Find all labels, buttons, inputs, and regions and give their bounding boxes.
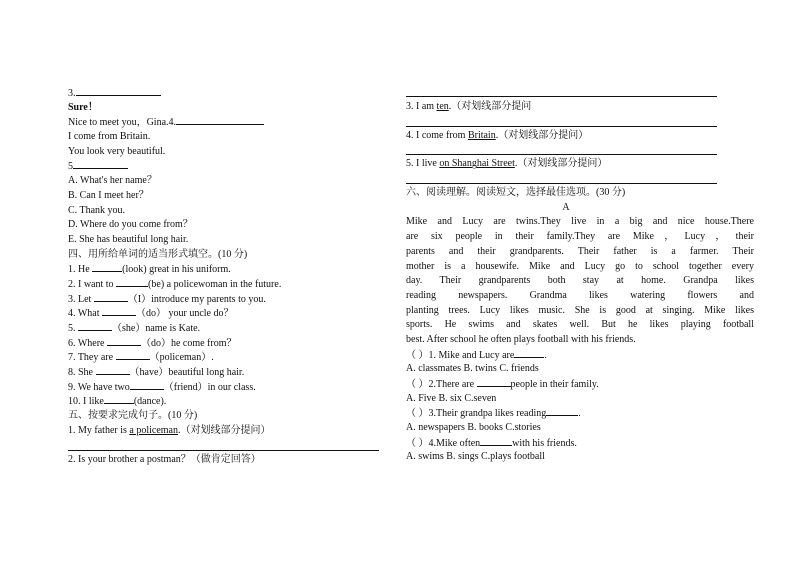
answer-line[interactable]	[68, 439, 379, 451]
fill-item: 4. What （do） your uncle do？	[68, 308, 234, 320]
dialogue-line: Sure！	[68, 101, 98, 113]
answer-blank[interactable]	[176, 115, 264, 125]
answer-blank[interactable]	[78, 321, 112, 331]
answer-blank[interactable]	[107, 336, 141, 346]
answer-blank[interactable]	[104, 394, 134, 404]
section-title: 六、阅读理解。阅读短文，选择最佳选项。(30 分)	[406, 187, 626, 199]
reading-question: （ ）1. Mike and Lucy are .	[406, 349, 547, 361]
passage-label: A	[562, 201, 570, 213]
answer-blank[interactable]	[94, 292, 128, 302]
fill-item: 7. They are （policeman）.	[68, 352, 214, 364]
reading-question: （ ）3.Their grandpa likes reading .	[406, 408, 581, 420]
option-line: A. Five B. six C.seven	[406, 392, 497, 404]
fill-item: 3. Let （I）introduce my parents to you.	[68, 293, 266, 305]
dialogue-blank-3: 3.	[68, 86, 380, 101]
answer-blank[interactable]	[116, 350, 150, 360]
dialogue-line: You look very beautiful.	[68, 145, 166, 157]
option-line: A. What's her name？	[68, 175, 157, 187]
passage-line: planting trees. Lucy likes music. She is good at singing. Mike likes	[406, 304, 754, 316]
option-line: D. Where do you come from？	[68, 219, 193, 231]
reading-question: （ ）4.Mike often with his friends.	[406, 437, 577, 449]
underlined-phrase: ten	[436, 101, 449, 112]
underlined-phrase: a policeman	[129, 424, 178, 436]
answer-blank[interactable]	[130, 380, 164, 390]
answer-blank[interactable]	[96, 365, 130, 375]
answer-blank[interactable]	[116, 277, 148, 287]
answer-line[interactable]	[406, 143, 717, 155]
rewrite-item: 5. I live on Shanghai Street.（对划线部分提问）	[406, 158, 608, 170]
fill-item: 8. She （have）beautiful long hair.	[68, 367, 245, 379]
option-line: A. classmates B. twins C. friends	[406, 363, 539, 375]
passage-line: are six people in their family.They are Mike，Lucy，their	[406, 231, 754, 243]
left-column	[68, 86, 380, 467]
fill-item: 6. Where （do）he come from？	[68, 337, 237, 349]
passage-line: mother is a housewife. Mike and Lucy go to school together every	[406, 260, 754, 272]
answer-line[interactable]	[406, 96, 717, 97]
answer-blank[interactable]	[102, 306, 136, 316]
answer-blank[interactable]	[73, 159, 128, 169]
fill-item: 9. We have two （friend）in our class.	[68, 381, 256, 393]
underlined-phrase: Britain	[467, 129, 496, 141]
passage-line: best. After school he often plays football with his friends.	[406, 333, 636, 345]
fill-item: 2. I want to (be) a policewoman in the future.	[68, 278, 282, 290]
option-line: B. Can I meet her？	[68, 189, 149, 201]
rewrite-item: 3. I am ten.（对划线部分提问	[406, 101, 532, 112]
section-title: 四、用所给单词的适当形式填空。(10 分)	[68, 248, 248, 260]
answer-line[interactable]	[406, 115, 717, 127]
option-line: C. Thank you.	[68, 204, 126, 216]
passage-line: parents and their grandparents. Their father is a farmer. Their	[406, 245, 754, 257]
underlined-phrase: on Shanghai Street	[439, 158, 515, 170]
answer-blank[interactable]	[480, 436, 512, 446]
passage-line: Mike and Lucy are twins.They live in a big and nice house.There	[406, 216, 754, 228]
reading-question: （ ）2.There are people in their family.	[406, 379, 599, 390]
dialogue-line: Nice to meet you，Gina.4.	[68, 115, 380, 130]
section-title: 五、按要求完成句子。(10 分)	[68, 410, 198, 422]
right-column	[406, 100, 754, 465]
fill-item: 10. I like (dance).	[68, 396, 167, 408]
option-line: A. swims B. sings C.plays football	[406, 451, 545, 463]
rewrite-item: 4. I come from Britain.（对划线部分提问）	[406, 129, 589, 141]
rewrite-item: 1. My father is a policeman.（对划线部分提问）	[68, 424, 271, 436]
answer-blank[interactable]	[92, 262, 122, 272]
option-line: A. newspapers B. books C.stories	[406, 422, 541, 434]
dialogue-blank-5: 5	[68, 159, 380, 174]
passage-line: day. Their grandparents both stay at home. Grandpa likes	[406, 275, 754, 287]
answer-line[interactable]	[406, 172, 717, 184]
answer-blank[interactable]	[514, 348, 544, 358]
answer-blank[interactable]	[477, 377, 511, 387]
passage-line: reading newspapers. Grandma likes watering flowers and	[406, 289, 754, 301]
dialogue-line: I come from Britain.	[68, 131, 151, 143]
answer-blank[interactable]	[546, 406, 578, 416]
answer-blank[interactable]	[76, 86, 161, 96]
fill-item: 5. （she）name is Kate.	[68, 323, 201, 334]
passage-line: sports. He swims and skates well. But he likes playing football	[406, 319, 754, 331]
option-line: E. She has beautiful long hair.	[68, 233, 189, 245]
fill-item: 1. He (look) great in his uniform.	[68, 264, 231, 276]
rewrite-item: 2. Is your brother a postman？（做肯定回答）	[68, 453, 261, 465]
